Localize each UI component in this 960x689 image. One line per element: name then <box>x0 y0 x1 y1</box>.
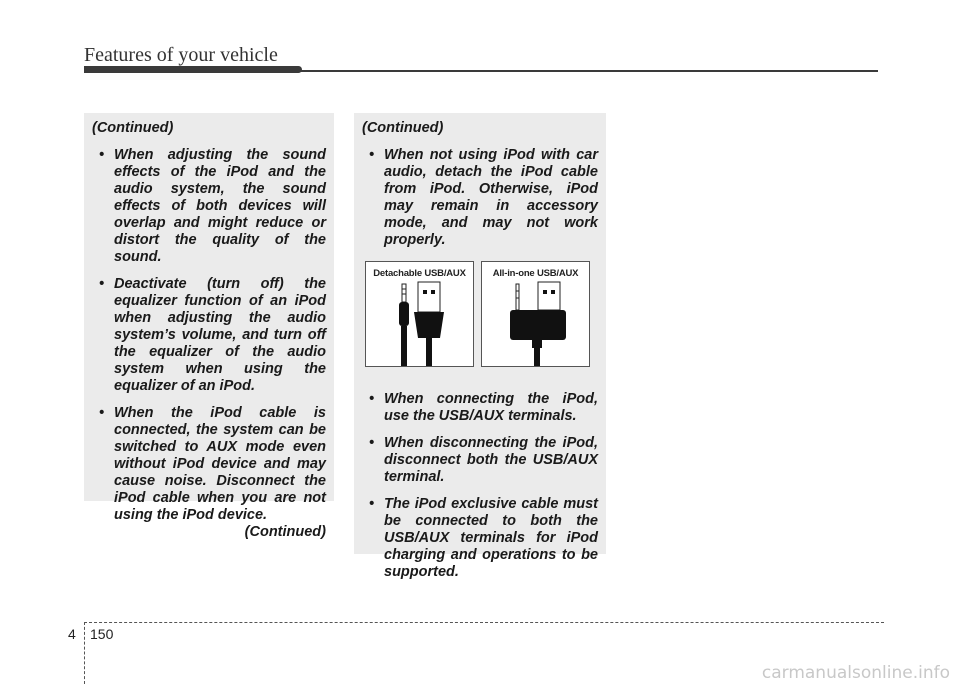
footer-rule-vertical <box>84 622 85 684</box>
continued-label-top: (Continued) <box>92 120 174 136</box>
cable-figures <box>365 261 598 367</box>
list-item: • When adjusting the sound effects of the iPod and the audio system, the sound effects of both devices will overlap and might reduce or distort the quality of the sound. <box>99 147 326 265</box>
list-item: • When connecting the iPod, use the USB/AUX terminals. <box>369 391 598 424</box>
right-note-panel <box>354 113 606 580</box>
bullet-glyph: • <box>369 435 375 451</box>
bullet-glyph: • <box>99 405 105 421</box>
bullet-glyph: • <box>369 147 375 163</box>
header-rule-thin <box>300 70 878 72</box>
bullet-glyph: • <box>99 147 105 163</box>
bullet-glyph: • <box>369 391 375 407</box>
bullet-glyph: • <box>99 276 105 292</box>
figure-label: Detachable USB/AUX <box>373 268 466 279</box>
list-item: • The iPod exclusive cable must be connected to both the USB/AUX terminals for iPod charging and operations to be supported. <box>369 496 598 580</box>
figure-detachable-usb-aux <box>365 261 474 367</box>
left-note-panel <box>84 113 334 540</box>
continued-label-bottom: (Continued) <box>244 524 326 540</box>
watermark-text: carmanualsonline.info <box>761 663 950 683</box>
list-item: • When disconnecting the iPod, disconnect both the USB/AUX terminal. <box>369 435 598 485</box>
list-item: • Deactivate (turn off) the equalizer function of an iPod when adjusting the audio system’s volume, and turn off the equalizer of the audio system when using the equalizer of an iPod. <box>99 276 326 394</box>
list-item: • When not using iPod with car audio, detach the iPod cable from iPod. Otherwise, iPod may remain in accessory mode, and may not work properly. <box>369 147 598 248</box>
all-in-one-cable-icon <box>482 280 589 366</box>
figure-all-in-one-usb-aux <box>481 261 590 367</box>
figure-label: All-in-one USB/AUX <box>492 268 579 279</box>
footer-rule-horizontal <box>84 622 884 623</box>
bullet-glyph: • <box>369 496 375 512</box>
detachable-cable-icon <box>366 280 473 366</box>
page-header-title: Features of your vehicle <box>84 44 278 66</box>
page-number: 150 <box>90 626 114 642</box>
list-item: • When the iPod cable is connected, the system can be switched to AUX mode even without iPod device and may cause noise. Disconnect the iPod cable when you are not using the iPod device. <box>99 405 326 523</box>
header-rule-thick <box>84 66 302 73</box>
chapter-number: 4 <box>68 626 76 642</box>
continued-label-top: (Continued) <box>362 120 444 136</box>
